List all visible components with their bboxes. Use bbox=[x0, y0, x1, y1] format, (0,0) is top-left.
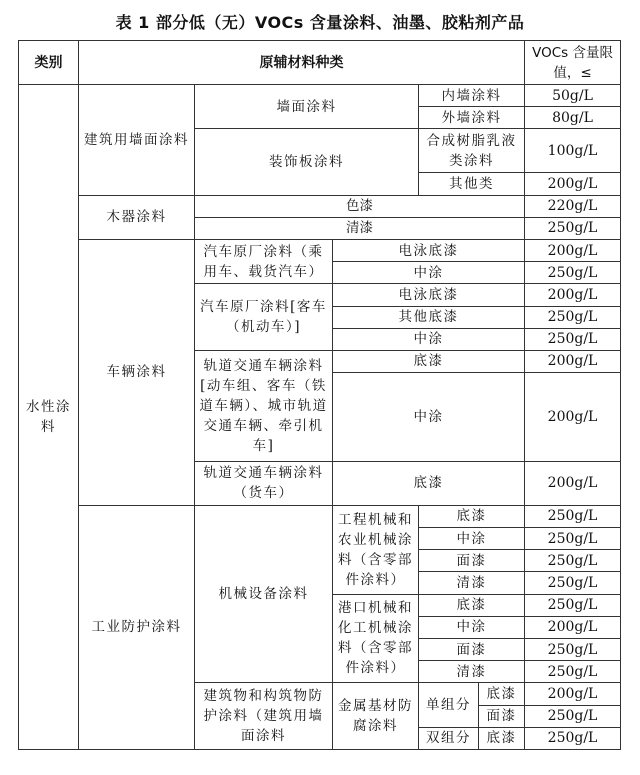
item-synthetic-emulsion: 合成树脂乳液类涂料 bbox=[419, 129, 525, 173]
item-wood-color: 色漆 bbox=[195, 195, 525, 217]
limit-oem-b-edp: 200g/L bbox=[525, 284, 621, 306]
limit-eng-top: 250g/L bbox=[525, 550, 621, 572]
limit-wood-clear: 250g/L bbox=[525, 217, 621, 239]
subgroup-metal-substrate: 金属基材防腐涂料 bbox=[333, 683, 419, 750]
header-materials: 原辅材料种类 bbox=[79, 41, 525, 85]
vocs-limit-table bbox=[18, 40, 621, 750]
table-row bbox=[19, 505, 621, 527]
item-exterior-wall: 外墙涂料 bbox=[419, 107, 525, 129]
limit-single-top: 250g/L bbox=[525, 705, 621, 727]
table-row bbox=[19, 85, 621, 107]
header-limit: VOCs 含量限值，≤ bbox=[525, 41, 621, 85]
item-oem-p-mid: 中涂 bbox=[333, 262, 525, 284]
subgroup-eng-machinery: 工程机械和农业机械涂料（含零部件涂料） bbox=[333, 505, 419, 594]
limit-rail-main-primer: 200g/L bbox=[525, 350, 621, 372]
header-category: 类别 bbox=[19, 41, 79, 85]
item-oem-b-mid: 中涂 bbox=[333, 328, 525, 350]
category-waterborne: 水性涂料 bbox=[19, 85, 79, 750]
limit-deco-other: 200g/L bbox=[525, 173, 621, 195]
limit-port-clear: 250g/L bbox=[525, 661, 621, 683]
subcategory-industrial: 工业防护涂料 bbox=[79, 505, 195, 749]
limit-double-primer: 250g/L bbox=[525, 727, 621, 749]
limit-port-primer: 250g/L bbox=[525, 594, 621, 616]
limit-rail-freight-primer: 200g/L bbox=[525, 461, 621, 505]
table-row bbox=[19, 195, 621, 217]
limit-single-primer: 200g/L bbox=[525, 683, 621, 705]
limit-port-mid: 200g/L bbox=[525, 616, 621, 638]
limit-rail-main-mid: 200g/L bbox=[525, 373, 621, 462]
group-buildings-protect: 建筑物和构筑物防护涂料（建筑用墙面涂料 bbox=[195, 683, 333, 750]
subgroup-port-machinery: 港口机械和化工机械涂料（含零部件涂料） bbox=[333, 594, 419, 683]
item-rail-main-mid: 中涂 bbox=[333, 373, 525, 462]
group-oem-bus: 汽车原厂涂料[客车（机动车）] bbox=[195, 284, 333, 351]
item-port-mid: 中涂 bbox=[419, 616, 525, 638]
limit-oem-p-mid: 250g/L bbox=[525, 262, 621, 284]
subcategory-architectural: 建筑用墙面涂料 bbox=[79, 85, 195, 196]
item-double-primer: 底漆 bbox=[479, 727, 525, 749]
group-deco-board: 装饰板涂料 bbox=[195, 129, 419, 195]
item-oem-p-edp: 电泳底漆 bbox=[333, 239, 525, 261]
limit-oem-p-edp: 200g/L bbox=[525, 239, 621, 261]
limit-eng-primer: 250g/L bbox=[525, 505, 621, 527]
limit-oem-b-other: 250g/L bbox=[525, 306, 621, 328]
group-oem-passenger: 汽车原厂涂料（乘用车、载货汽车） bbox=[195, 239, 333, 283]
item-deco-other: 其他类 bbox=[419, 173, 525, 195]
item-oem-b-other: 其他底漆 bbox=[333, 306, 525, 328]
group-machinery: 机械设备涂料 bbox=[195, 505, 333, 683]
limit-port-top: 250g/L bbox=[525, 638, 621, 660]
item-eng-primer: 底漆 bbox=[419, 505, 525, 527]
item-wood-clear: 清漆 bbox=[195, 217, 525, 239]
item-eng-mid: 中涂 bbox=[419, 528, 525, 550]
group-rail-freight: 轨道交通车辆涂料（货车） bbox=[195, 461, 333, 505]
limit-interior-wall: 50g/L bbox=[525, 85, 621, 107]
component-single: 单组分 bbox=[419, 683, 479, 727]
header-row bbox=[19, 41, 621, 85]
component-double: 双组分 bbox=[419, 727, 479, 749]
limit-synthetic-emulsion: 100g/L bbox=[525, 129, 621, 173]
item-single-top: 面漆 bbox=[479, 705, 525, 727]
item-port-clear: 清漆 bbox=[419, 661, 525, 683]
item-single-primer: 底漆 bbox=[479, 683, 525, 705]
subcategory-vehicle: 车辆涂料 bbox=[79, 239, 195, 505]
limit-exterior-wall: 80g/L bbox=[525, 107, 621, 129]
item-port-top: 面漆 bbox=[419, 638, 525, 660]
limit-eng-clear: 250g/L bbox=[525, 572, 621, 594]
limit-oem-b-mid: 250g/L bbox=[525, 328, 621, 350]
item-port-primer: 底漆 bbox=[419, 594, 525, 616]
group-rail-main: 轨道交通车辆涂料[动车组、客车（铁道车辆）、城市轨道交通车辆、牵引机车] bbox=[195, 350, 333, 461]
limit-wood-color: 220g/L bbox=[525, 195, 621, 217]
group-wall-coating: 墙面涂料 bbox=[195, 85, 419, 129]
subcategory-wood: 木器涂料 bbox=[79, 195, 195, 239]
item-oem-b-edp: 电泳底漆 bbox=[333, 284, 525, 306]
table-title: 表 1 部分低（无）VOCs 含量涂料、油墨、胶粘剂产品 bbox=[115, 13, 525, 32]
limit-eng-mid: 250g/L bbox=[525, 528, 621, 550]
item-interior-wall: 内墙涂料 bbox=[419, 85, 525, 107]
item-rail-freight-primer: 底漆 bbox=[333, 461, 525, 505]
item-eng-clear: 清漆 bbox=[419, 572, 525, 594]
item-eng-top: 面漆 bbox=[419, 550, 525, 572]
table-row bbox=[19, 239, 621, 261]
item-rail-main-primer: 底漆 bbox=[333, 350, 525, 372]
